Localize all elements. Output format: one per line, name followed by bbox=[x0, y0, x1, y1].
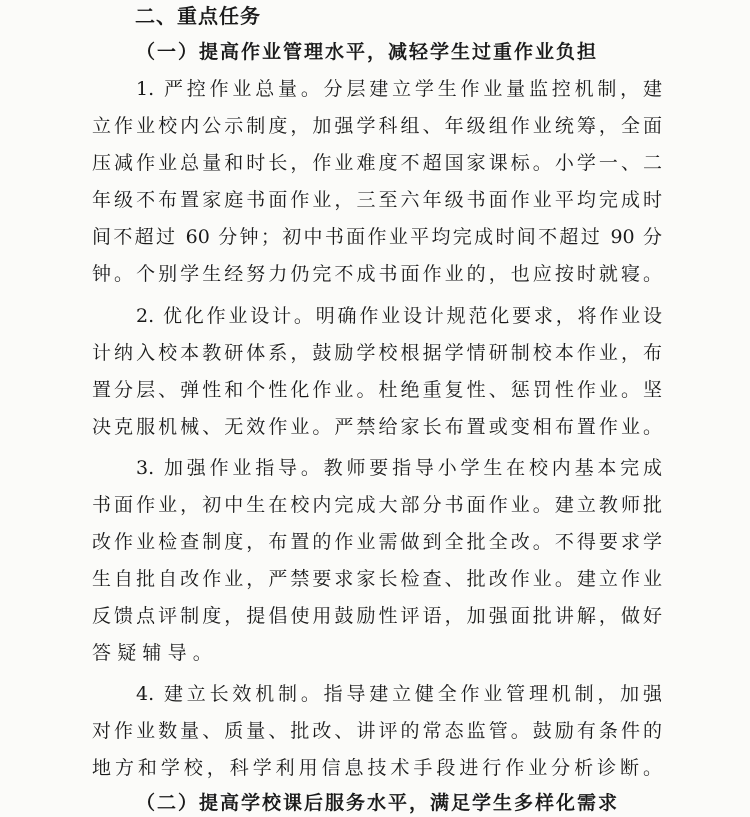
item-3-line-5: 反馈点评制度，提倡使用鼓励性评语，加强面批讲解，做好 bbox=[92, 605, 662, 627]
item-1-line-5: 间不超过 60 分钟；初中书面作业平均完成时间不超过 90 分 bbox=[92, 226, 662, 248]
item-2-line-2: 计纳入校本教研体系，鼓励学校根据学情研制校本作业，布 bbox=[92, 342, 662, 364]
item-2-line-1: 2. 优化作业设计。明确作业设计规范化要求，将作业设 bbox=[136, 305, 662, 327]
section-2-title: （二）提高学校课后服务水平，满足学生多样化需求 bbox=[136, 792, 620, 814]
section-1-title: （一）提高作业管理水平，减轻学生过重作业负担 bbox=[136, 41, 599, 63]
item-3-line-4: 生自批自改作业，严禁要求家长检查、批改作业。建立作业 bbox=[92, 568, 662, 590]
item-1-line-1: 1. 严控作业总量。分层建立学生作业量监控机制，建 bbox=[136, 78, 662, 100]
item-3-line-6: 答疑辅导。 bbox=[92, 642, 219, 664]
item-4-line-2: 对作业数量、质量、批改、讲评的常态监管。鼓励有条件的 bbox=[92, 720, 662, 742]
item-3-line-2: 书面作业，初中生在校内完成大部分书面作业。建立教师批 bbox=[92, 494, 662, 516]
item-1-line-6: 钟。个别学生经努力仍完不成书面作业的，也应按时就寝。 bbox=[92, 263, 662, 285]
item-2-line-3: 置分层、弹性和个性化作业。杜绝重复性、惩罚性作业。坚 bbox=[92, 379, 662, 401]
item-4-line-1: 4. 建立长效机制。指导建立健全作业管理机制，加强 bbox=[136, 683, 662, 705]
item-1-line-4: 年级不布置家庭书面作业，三至六年级书面作业平均完成时 bbox=[92, 189, 662, 211]
main-heading: 二、重点任务 bbox=[135, 4, 261, 28]
item-2-line-4: 决克服机械、无效作业。严禁给家长布置或变相布置作业。 bbox=[92, 416, 662, 438]
item-1-line-2: 立作业校内公示制度，加强学科组、年级组作业统筹，全面 bbox=[92, 115, 662, 137]
item-1-line-3: 压减作业总量和时长，作业难度不超国家课标。小学一、二 bbox=[92, 152, 662, 174]
item-4-line-3: 地方和学校，科学利用信息技术手段进行作业分析诊断。 bbox=[92, 757, 662, 779]
item-3-line-3: 改作业检查制度，布置的作业需做到全批全改。不得要求学 bbox=[92, 531, 662, 553]
item-3-line-1: 3. 加强作业指导。教师要指导小学生在校内基本完成 bbox=[136, 457, 662, 479]
